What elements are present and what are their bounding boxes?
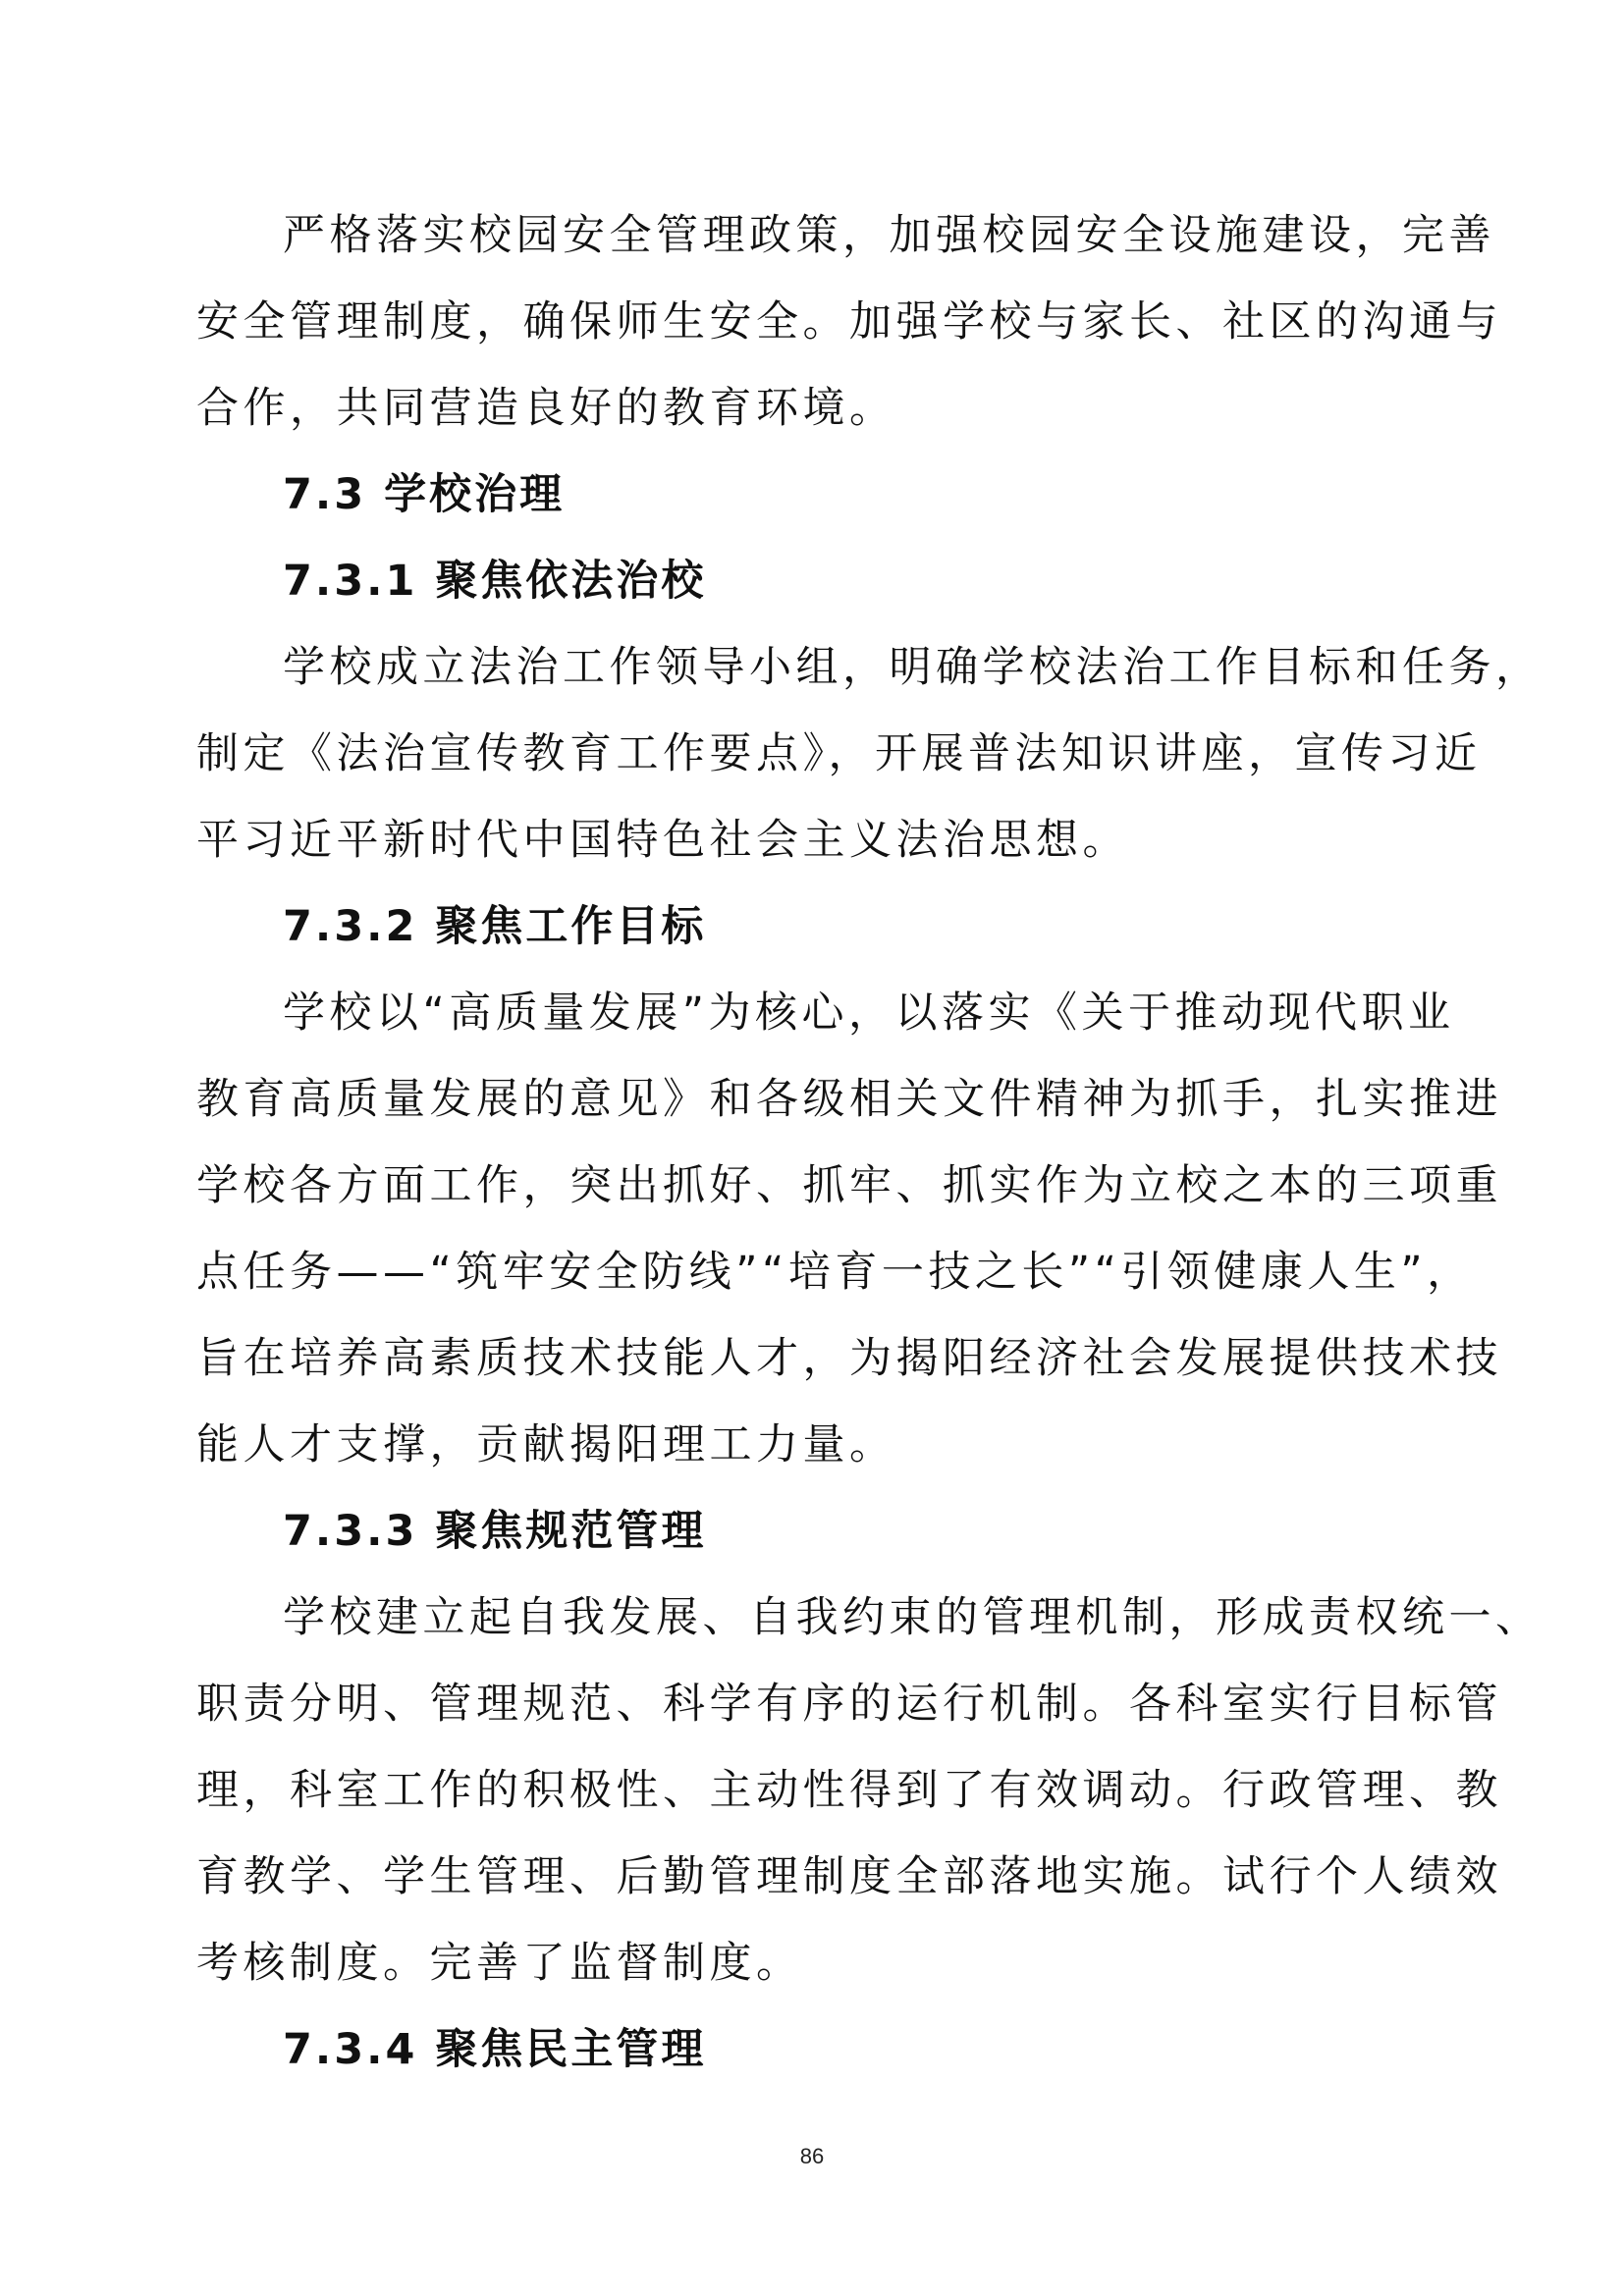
subsection-heading: 7.3.1 聚焦依法治校: [283, 557, 707, 606]
paragraph-line: 制定《法治宣传教育工作要点》，开展普法知识讲座，宣传习近: [196, 729, 1482, 778]
paragraph-line: 严格落实校园安全管理政策，加强校园安全设施建设，完善: [283, 211, 1495, 260]
paragraph-line: 职责分明、管理规范、科学有序的运行机制。各科室实行目标管: [196, 1680, 1502, 1729]
paragraph-line: 教育高质量发展的意见》和各级相关文件精神为抓手，扎实推进: [196, 1075, 1502, 1124]
paragraph-line: 理，科室工作的积极性、主动性得到了有效调动。行政管理、教: [196, 1766, 1502, 1815]
paragraph-line: 能人才支撑，贡献揭阳理工力量。: [196, 1420, 896, 1469]
paragraph-line: 合作，共同营造良好的教育环境。: [196, 384, 896, 433]
paragraph-line: 学校成立法治工作领导小组，明确学校法治工作目标和任务，: [283, 643, 1543, 692]
paragraph-line: 点任务——“筑牢安全防线”“培育一技之长”“引领健康人生”，: [196, 1248, 1474, 1297]
section-heading: 7.3 学校治理: [283, 470, 566, 519]
page-number: 86: [799, 2144, 825, 2168]
paragraph-line: 育教学、学生管理、后勤管理制度全部落地实施。试行个人绩效: [196, 1852, 1502, 1901]
paragraph-line: 安全管理制度，确保师生安全。加强学校与家长、社区的沟通与: [196, 297, 1502, 347]
paragraph-line: 平习近平新时代中国特色社会主义法治思想。: [196, 816, 1129, 865]
subsection-heading: 7.3.2 聚焦工作目标: [283, 902, 707, 951]
paragraph-line: 学校建立起自我发展、自我约束的管理机制，形成责权统一、: [283, 1593, 1543, 1642]
paragraph-line: 学校以“高质量发展”为核心，以落实《关于推动现代职业: [283, 988, 1455, 1038]
paragraph-line: 旨在培养高素质技术技能人才，为揭阳经济社会发展提供技术技: [196, 1334, 1502, 1383]
paragraph-line: 学校各方面工作，突出抓好、抓牢、抓实作为立校之本的三项重: [196, 1161, 1502, 1210]
subsection-heading: 7.3.3 聚焦规范管理: [283, 1507, 707, 1556]
paragraph-line: 考核制度。完善了监督制度。: [196, 1939, 803, 1988]
subsection-heading: 7.3.4 聚焦民主管理: [283, 2025, 707, 2074]
